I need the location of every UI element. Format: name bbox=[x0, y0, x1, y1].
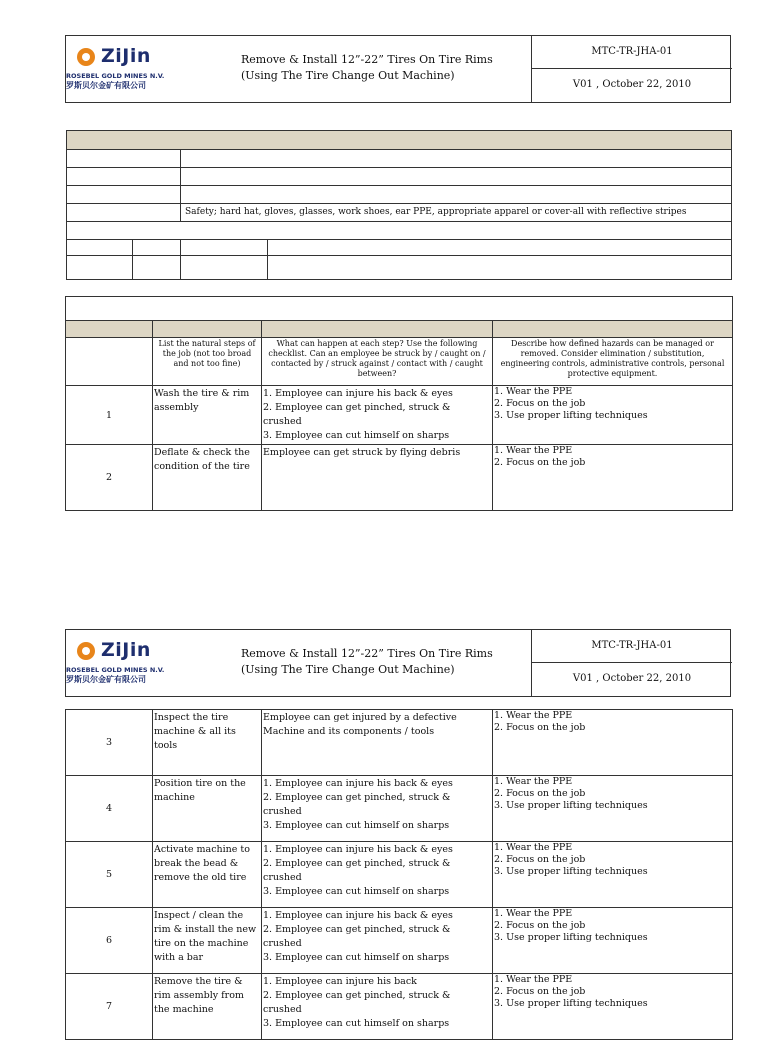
job-step: Remove the tire & rim assembly from the machine bbox=[153, 974, 262, 1040]
job-step: Activate machine to break the bead & remove the old tire bbox=[153, 842, 262, 908]
company-name-en: ROSEBEL GOLD MINES N.V. bbox=[66, 72, 165, 80]
document-title bbox=[241, 52, 526, 84]
info-blank-row bbox=[67, 222, 732, 240]
hazards-description: What can happen at each step? Use the following checklist. Can an employee be struck by / caught on / contacted by / struck against / contact with / caught between? bbox=[262, 338, 493, 386]
document-title bbox=[241, 646, 526, 678]
hazard-analysis-table bbox=[65, 296, 733, 511]
info-cell bbox=[67, 256, 133, 280]
document-header bbox=[65, 35, 731, 103]
control-item: 3. Use proper lifting techniques bbox=[494, 932, 648, 943]
job-step: Position tire on the machine bbox=[153, 776, 262, 842]
title-line-1: Remove & Install 12”-22” Tires On Tire Rims bbox=[241, 647, 493, 660]
info-label-cell bbox=[67, 168, 181, 186]
analysis-row bbox=[66, 842, 733, 908]
control-list bbox=[493, 908, 733, 974]
control-item: 3. Use proper lifting techniques bbox=[494, 800, 648, 811]
analysis-row bbox=[66, 974, 733, 1040]
hazard-list bbox=[262, 842, 493, 908]
info-label-cell bbox=[67, 150, 181, 168]
company-name-cn: 罗斯贝尔金矿有限公司 bbox=[66, 81, 146, 90]
analysis-row bbox=[66, 776, 733, 842]
title-line-2: (Using The Tire Change Out Machine) bbox=[241, 69, 455, 82]
control-item: 1. Wear the PPE bbox=[494, 445, 573, 456]
hazard-item: 1. Employee can injure his back & eyes bbox=[263, 778, 453, 789]
control-item: 1. Wear the PPE bbox=[494, 386, 573, 397]
analysis-row bbox=[66, 710, 733, 776]
control-list bbox=[493, 974, 733, 1040]
info-label-cell bbox=[67, 186, 181, 204]
info-header-bar bbox=[67, 131, 732, 150]
control-item: 2. Focus on the job bbox=[494, 986, 586, 997]
control-item: 2. Focus on the job bbox=[494, 854, 586, 865]
hazard-item: 3. Employee can cut himself on sharps bbox=[263, 820, 450, 831]
col-header-hazards bbox=[262, 321, 493, 338]
hazard-list bbox=[262, 710, 493, 776]
control-list bbox=[493, 776, 733, 842]
col-header-sequence bbox=[153, 321, 262, 338]
company-logo bbox=[66, 630, 236, 696]
company-logo bbox=[66, 36, 236, 102]
info-cell bbox=[67, 240, 133, 256]
steps-description: List the natural steps of the job (not too broad and not too fine) bbox=[153, 338, 262, 386]
brand-name: ZiJin bbox=[101, 45, 151, 67]
title-line-1: Remove & Install 12”-22” Tires On Tire Rims bbox=[241, 53, 493, 66]
hazard-list bbox=[262, 445, 493, 511]
ppe-label-cell bbox=[67, 204, 181, 222]
control-item: 3. Use proper lifting techniques bbox=[494, 866, 648, 877]
hazard-item: 1. Employee can injure his back & eyes bbox=[263, 910, 453, 921]
step-number: 3 bbox=[66, 710, 153, 776]
doc-code: MTC-TR-JHA-01 bbox=[532, 629, 732, 663]
job-step: Inspect / clean the rim & install the new tire on the machine with a bar bbox=[153, 908, 262, 974]
job-step: Wash the tire & rim assembly bbox=[153, 386, 262, 445]
hazard-item: 2. Employee can get pinched, struck & crushed bbox=[263, 402, 451, 427]
hazard-list bbox=[262, 974, 493, 1040]
hazard-item: 2. Employee can get pinched, struck & crushed bbox=[263, 792, 451, 817]
info-cell bbox=[268, 256, 732, 280]
zijin-logo-icon bbox=[77, 642, 95, 660]
control-item: 2. Focus on the job bbox=[494, 722, 586, 733]
analysis-title-row bbox=[66, 297, 733, 321]
control-item: 3. Use proper lifting techniques bbox=[494, 410, 648, 421]
control-list bbox=[493, 445, 733, 511]
hazard-item: 2. Employee can get pinched, struck & crushed bbox=[263, 990, 451, 1015]
hazard-item: 2. Employee can get pinched, struck & crushed bbox=[263, 858, 451, 883]
info-cell bbox=[268, 240, 732, 256]
step-number: 7 bbox=[66, 974, 153, 1040]
hazard-item: 3. Employee can cut himself on sharps bbox=[263, 952, 450, 963]
hazard-list bbox=[262, 776, 493, 842]
job-info-table bbox=[66, 130, 732, 280]
col-header-controls bbox=[493, 321, 733, 338]
control-item: 1. Wear the PPE bbox=[494, 974, 573, 985]
col-header-step bbox=[66, 321, 153, 338]
hazard-item: Employee can get struck by flying debris bbox=[263, 447, 461, 458]
info-cell bbox=[133, 240, 181, 256]
hazard-item: 3. Employee can cut himself on sharps bbox=[263, 886, 450, 897]
step-number: 4 bbox=[66, 776, 153, 842]
zijin-logo-icon bbox=[77, 48, 95, 66]
control-list bbox=[493, 386, 733, 445]
hazard-item: 2. Employee can get pinched, struck & crushed bbox=[263, 924, 451, 949]
control-item: 2. Focus on the job bbox=[494, 457, 586, 468]
title-line-2: (Using The Tire Change Out Machine) bbox=[241, 663, 455, 676]
info-cell bbox=[181, 240, 268, 256]
info-cell bbox=[133, 256, 181, 280]
step-number: 1 bbox=[66, 386, 153, 445]
doc-version: V01 , October 22, 2010 bbox=[572, 79, 692, 90]
info-cell bbox=[181, 256, 268, 280]
control-item: 3. Use proper lifting techniques bbox=[494, 998, 648, 1009]
job-step: Deflate & check the condition of the tire bbox=[153, 445, 262, 511]
company-name-en: ROSEBEL GOLD MINES N.V. bbox=[66, 666, 165, 674]
analysis-rows-page-1 bbox=[66, 386, 733, 511]
control-item: 2. Focus on the job bbox=[494, 398, 586, 409]
control-item: 1. Wear the PPE bbox=[494, 908, 573, 919]
control-item: 2. Focus on the job bbox=[494, 920, 586, 931]
doc-code: MTC-TR-JHA-01 bbox=[532, 35, 732, 69]
hazard-list bbox=[262, 908, 493, 974]
control-list bbox=[493, 710, 733, 776]
hazard-item: 1. Employee can injure his back & eyes bbox=[263, 844, 453, 855]
control-item: 1. Wear the PPE bbox=[494, 776, 573, 787]
hazard-list bbox=[262, 386, 493, 445]
info-value-cell bbox=[181, 168, 732, 186]
control-item: 2. Focus on the job bbox=[494, 788, 586, 799]
controls-description: Describe how defined hazards can be managed or removed. Consider elimination / substitution, engineering controls, administrative controls, personal protective equipment. bbox=[493, 338, 733, 386]
job-step: Inspect the tire machine & all its tools bbox=[153, 710, 262, 776]
hazard-analysis-table-continued bbox=[65, 709, 733, 1040]
analysis-rows-page-2 bbox=[66, 710, 733, 1040]
info-value-cell bbox=[181, 186, 732, 204]
step-number: 5 bbox=[66, 842, 153, 908]
info-value-cell bbox=[181, 150, 732, 168]
brand-name: ZiJin bbox=[101, 639, 151, 661]
analysis-row bbox=[66, 386, 733, 445]
step-number: 2 bbox=[66, 445, 153, 511]
doc-id-box bbox=[531, 35, 733, 103]
ppe-requirements bbox=[181, 204, 732, 222]
doc-id-box bbox=[531, 629, 733, 697]
doc-version: V01 , October 22, 2010 bbox=[572, 673, 692, 684]
control-item: 1. Wear the PPE bbox=[494, 710, 573, 721]
hazard-item: Employee can get injured by a defective Machine and its components / tools bbox=[263, 712, 457, 737]
hazard-item: 3. Employee can cut himself on sharps bbox=[263, 1018, 450, 1029]
ppe-text: Safety; hard hat, gloves, glasses, work shoes, ear PPE, appropriate apparel or cover-all with reflective stripes bbox=[185, 207, 687, 217]
step-number: 6 bbox=[66, 908, 153, 974]
analysis-row bbox=[66, 908, 733, 974]
company-name-cn: 罗斯贝尔金矿有限公司 bbox=[66, 675, 146, 684]
control-list bbox=[493, 842, 733, 908]
document-header bbox=[65, 629, 731, 697]
analysis-row bbox=[66, 445, 733, 511]
control-item: 1. Wear the PPE bbox=[494, 842, 573, 853]
hazard-item: 3. Employee can cut himself on sharps bbox=[263, 430, 450, 441]
hazard-item: 1. Employee can injure his back & eyes bbox=[263, 388, 453, 399]
hazard-item: 1. Employee can injure his back bbox=[263, 976, 417, 987]
desc-cell-blank bbox=[66, 338, 153, 386]
